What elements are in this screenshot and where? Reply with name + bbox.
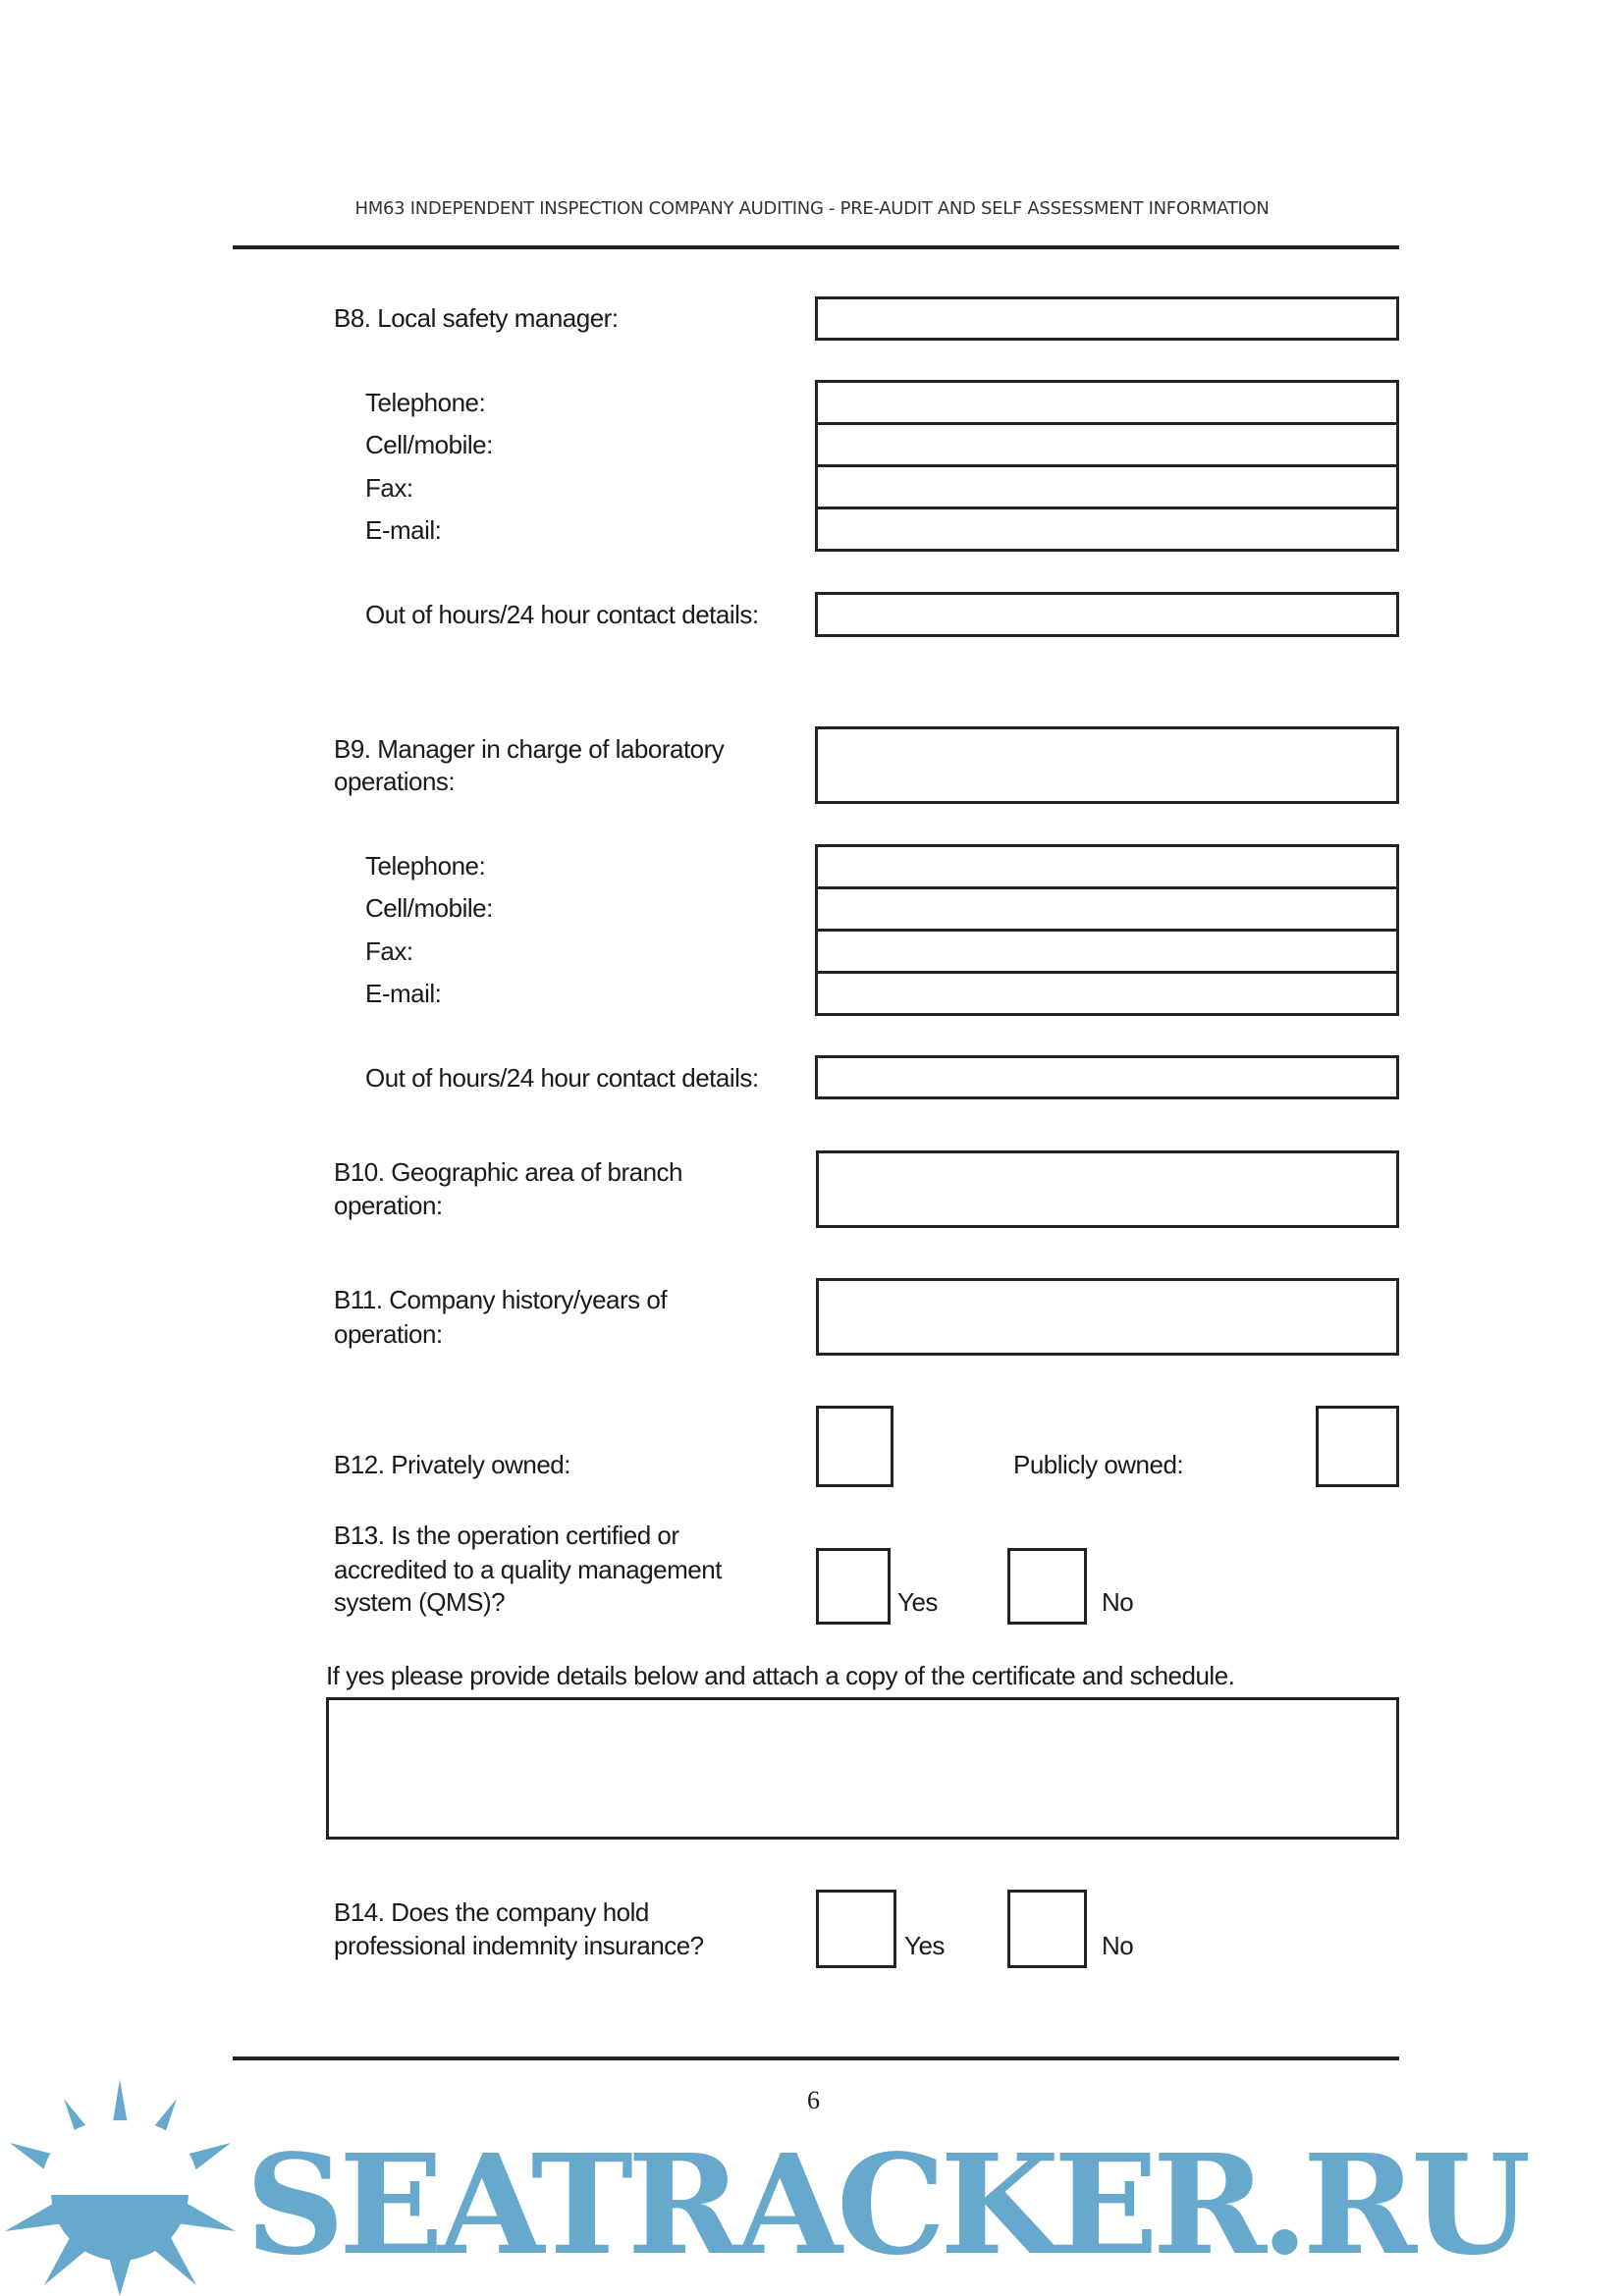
b8-fax-field[interactable] <box>815 464 1399 509</box>
b8-name-field[interactable] <box>815 296 1399 341</box>
b14-yes-label: Yes <box>904 1931 945 1960</box>
b8-contact-fields <box>815 380 1399 552</box>
sun-logo-icon <box>0 2059 241 2296</box>
b9-label-line2: operations: <box>334 767 456 796</box>
b8-out-of-hours-label: Out of hours/24 hour contact details: <box>365 600 759 629</box>
b13-no-label: No <box>1102 1587 1134 1617</box>
b12-private-label: B12. Privately owned: <box>334 1450 570 1479</box>
b11-label-line1: B11. Company history/years of <box>334 1285 668 1314</box>
b8-out-of-hours-field[interactable] <box>815 592 1399 637</box>
b9-email-field[interactable] <box>815 971 1399 1016</box>
b12-public-label: Publicly owned: <box>1013 1450 1184 1479</box>
b14-no-checkbox[interactable] <box>1007 1890 1087 1968</box>
header-rule <box>233 245 1399 249</box>
b8-email-label: E-mail: <box>365 515 442 545</box>
footer-rule <box>233 2056 1399 2060</box>
b14-label-line2: professional indemnity insurance? <box>334 1931 704 1960</box>
b9-contact-fields <box>815 844 1399 1016</box>
b13-yes-checkbox[interactable] <box>816 1548 891 1625</box>
b9-label-line1: B9. Manager in charge of laboratory <box>334 734 725 764</box>
b9-cell-label: Cell/mobile: <box>365 893 493 923</box>
b9-name-field[interactable] <box>815 726 1399 804</box>
b10-label-line2: operation: <box>334 1191 443 1220</box>
b8-fax-label: Fax: <box>365 473 413 503</box>
b13-label-line3: system (QMS)? <box>334 1587 506 1617</box>
b8-label: B8. Local safety manager: <box>334 303 619 333</box>
b14-label-line1: B14. Does the company hold <box>334 1897 649 1927</box>
b9-out-of-hours-label: Out of hours/24 hour contact details: <box>365 1063 759 1093</box>
b8-cell-field[interactable] <box>815 422 1399 467</box>
b11-label-line2: operation: <box>334 1319 443 1349</box>
b12-private-checkbox[interactable] <box>816 1406 893 1487</box>
b8-telephone-label: Telephone: <box>365 388 486 417</box>
b14-yes-checkbox[interactable] <box>816 1890 896 1968</box>
page-header: HM63 INDEPENDENT INSPECTION COMPANY AUDITING - PRE-AUDIT AND SELF ASSESSMENT INFORMATION <box>354 198 1270 219</box>
b9-out-of-hours-field[interactable] <box>815 1055 1399 1099</box>
b10-label-line1: B10. Geographic area of branch <box>334 1157 683 1187</box>
b9-cell-field[interactable] <box>815 886 1399 932</box>
b9-fax-field[interactable] <box>815 929 1399 974</box>
b8-email-field[interactable] <box>815 507 1399 552</box>
b12-public-checkbox[interactable] <box>1316 1406 1399 1487</box>
b13-details-prompt: If yes please provide details below and attach a copy of the certificate and schedule. <box>326 1661 1235 1690</box>
b14-no-label: No <box>1102 1931 1134 1960</box>
b13-yes-label: Yes <box>897 1587 938 1617</box>
b10-field[interactable] <box>816 1150 1399 1228</box>
b9-fax-label: Fax: <box>365 936 413 966</box>
b11-field[interactable] <box>816 1278 1399 1356</box>
page-number: 6 <box>807 2086 820 2114</box>
b8-telephone-field[interactable] <box>815 380 1399 425</box>
b9-email-label: E-mail: <box>365 979 442 1008</box>
b13-label-line2: accredited to a quality management <box>334 1555 722 1584</box>
b9-telephone-field[interactable] <box>815 844 1399 889</box>
b13-details-field[interactable] <box>326 1697 1399 1840</box>
b8-cell-label: Cell/mobile: <box>365 430 493 459</box>
b9-telephone-label: Telephone: <box>365 851 486 881</box>
b13-no-checkbox[interactable] <box>1007 1548 1087 1625</box>
watermark-text: SEATRACKER.RU <box>245 2125 1526 2286</box>
b13-label-line1: B13. Is the operation certified or <box>334 1521 679 1550</box>
